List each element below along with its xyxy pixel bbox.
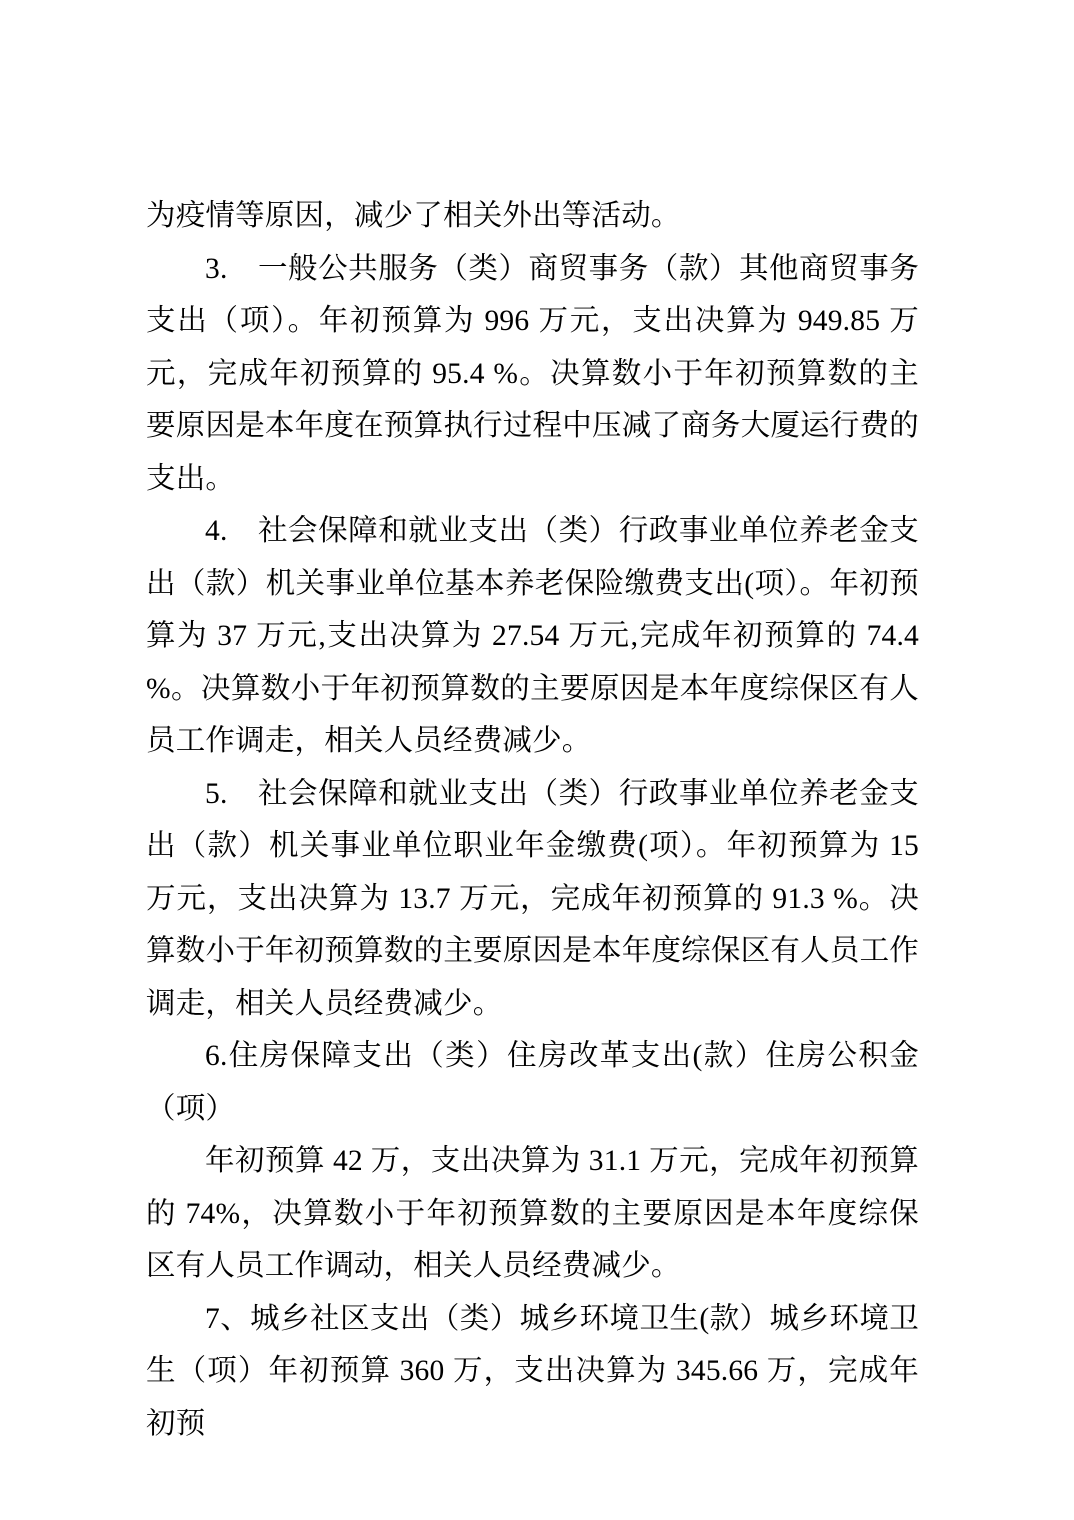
paragraph-item-6-body: 年初预算 42 万，支出决算为 31.1 万元，完成年初预算的 74%，决算数小于年初预算数的主要原因是本年度综保区有人员工作调动，相关人员经费减少。 xyxy=(146,1145,919,1282)
paragraph-item-5: 5. 社会保障和就业支出（类）行政事业单位养老金支出（款）机关事业单位职业年金缴费(项）。年初预算为 15 万元，支出决算为 13.7 万元，完成年初预算的 91.3 %。决算数小于年初预算数的主要原因是本年度综保区有人员工作调走，相关人员经费减少。 xyxy=(146,777,919,1020)
paragraph-item-3: 3. 一般公共服务（类）商贸事务（款）其他商贸事务支出（项）。年初预算为 996 万元，支出决算为 949.85 万元，完成年初预算的 95.4 %。决算数小于年初预算数的主要原因是本年度在预算执行过程中压减了商务大厦运行费的支出。 xyxy=(146,252,919,495)
paragraph-item-4: 4. 社会保障和就业支出（类）行政事业单位养老金支出（款）机关事业单位基本养老保险缴费支出(项）。年初预算为 37 万元,支出决算为 27.54 万元,完成年初预算的 74.4 %。决算数小于年初预算数的主要原因是本年度综保区有人员工作调走，相关人员经费减少。 xyxy=(146,515,919,757)
document-text-block xyxy=(146,190,919,1450)
paragraph-item-6-heading: 6.住房保障支出（类）住房改革支出(款）住房公积金（项） xyxy=(146,1040,919,1125)
paragraph-item-7: 7、城乡社区支出（类）城乡环境卫生(款）城乡环境卫生（项）年初预算 360 万，支出决算为 345.66 万，完成年初预 xyxy=(146,1302,919,1440)
paragraph-continuation: 为疫情等原因，减少了相关外出等活动。 xyxy=(146,200,681,232)
